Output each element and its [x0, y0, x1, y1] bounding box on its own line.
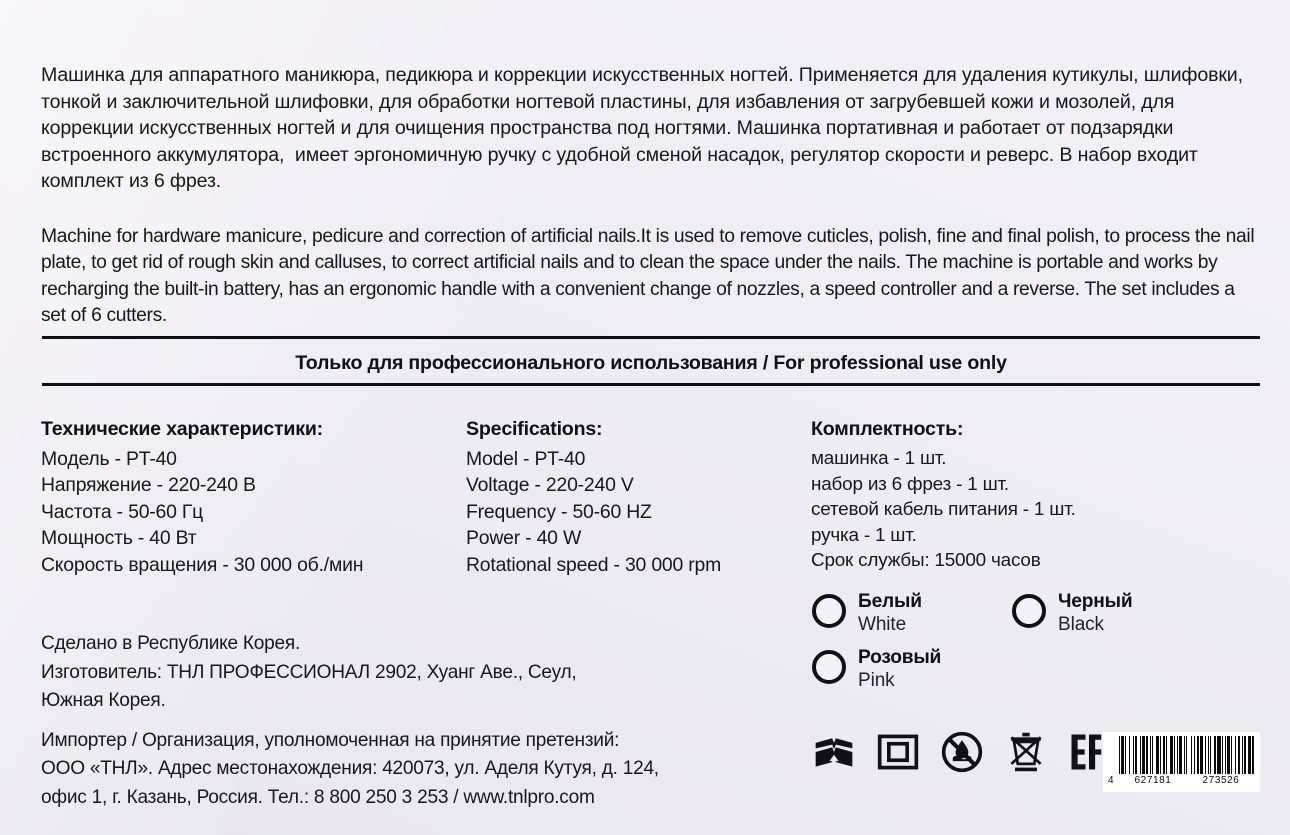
pictogram-row [812, 730, 1124, 774]
color-label-en: White [858, 613, 907, 635]
kit-contents-column [811, 418, 1261, 578]
professional-use-text: Только для профессионального использования / For professional use only [295, 351, 1007, 374]
made-in-line: Сделано в Республике Корея. [41, 633, 301, 654]
barcode-lead-digit: 4 [1108, 775, 1115, 786]
color-swatch-circle-icon[interactable] [812, 650, 846, 684]
kit-contents-title: Комплектность: [811, 418, 964, 440]
weee-crossed-bin-icon [1004, 730, 1048, 774]
color-option-pink[interactable] [812, 648, 1012, 690]
spec-row: Frequency - 50-60 HZ [466, 500, 652, 523]
spec-row: Скорость вращения - 30 000 об./мин [41, 553, 364, 576]
service-life-row: Срок службы: 15000 часов [811, 550, 1041, 572]
manufacturer-line: Изготовитель: ТНЛ ПРОФЕССИОНАЛ 2902, Хуанг Аве., Сеул, [41, 661, 577, 683]
barcode [1103, 732, 1260, 792]
spec-row: Частота - 50-60 Гц [41, 500, 204, 523]
kit-row: сетевой кабель питания - 1 шт. [811, 499, 1076, 521]
spec-row: Напряжение - 220-240 В [41, 474, 256, 497]
color-option-black[interactable] [1012, 592, 1132, 634]
specs-russian-title: Технические характеристики: [41, 418, 324, 440]
barcode-right-group: 273526 [1202, 775, 1240, 786]
color-option-labels [1058, 592, 1132, 634]
importer-heading-line: Импортер / Организация, уполномоченная на принятие претензий: [41, 729, 620, 751]
color-swatch-circle-icon[interactable] [1012, 594, 1046, 628]
spec-row: Model - PT-40 [466, 448, 586, 470]
color-label-ru: Розовый [858, 646, 942, 668]
description-russian: Машинка для аппаратного маникюра, педикюра и коррекции искусственных ногтей. Применяется для удаления кутикулы, шлифовки, тонкой и заключительной шлифовки, для обработки ногтевой пластины, для избавления от загрубевшей кожи и мозолей, для коррекции искусственных ногтей и для очищения пространства под ногтями. Машинка портативная и работает от подзарядки встроенного аккумулятора, имеет эргономичную ручку с удобной сменой насадок, регулятор скорости и реверс. В набор входит комплект из 6 фрез. [41, 64, 1249, 192]
read-manual-icon [812, 730, 856, 774]
barcode-bar [1254, 736, 1255, 774]
kit-row: ручка - 1 шт. [811, 524, 917, 546]
kit-row: машинка - 1 шт. [811, 448, 947, 469]
importer-address-line: ООО «ТНЛ». Адрес местонахождения: 420073, ул. Аделя Кутуя, д. 124, [41, 758, 659, 779]
divider-rule-bottom [42, 383, 1260, 386]
professional-use-banner [42, 345, 1260, 381]
spacer [41, 716, 781, 727]
class-two-insulation-icon [876, 730, 920, 774]
manufacturer-country-line: Южная Корея. [41, 690, 166, 711]
divider-rule-top [42, 336, 1260, 339]
specs-russian-column [41, 418, 466, 578]
barcode-left-group: 627181 [1134, 775, 1172, 786]
kit-row: набор из 6 фрез - 1 шт. [811, 473, 1009, 495]
color-option-labels [858, 592, 922, 634]
spec-row: Power - 40 W [466, 527, 582, 550]
color-option-white[interactable] [812, 592, 1012, 634]
color-options [812, 592, 1232, 704]
manufacturer-block [41, 630, 781, 812]
color-label-ru: Черный [1058, 591, 1133, 612]
specs-english-title: Specifications: [466, 418, 603, 440]
spec-row: Voltage - 220-240 V [466, 474, 634, 497]
spec-row: Rotational speed - 30 000 rpm [466, 553, 722, 576]
color-label-en: Black [1058, 613, 1104, 635]
importer-contact-line: офис 1, г. Казань, Россия. Тел.: 8 800 250 3 253 / www.tnlpro.com [41, 786, 595, 808]
barcode-digits [1108, 775, 1255, 786]
color-options-row-2 [812, 648, 1232, 690]
barcode-bars [1119, 736, 1255, 774]
specification-columns [41, 418, 1261, 578]
specs-english-column [466, 418, 811, 578]
color-options-row-1 [812, 592, 1232, 634]
color-label-ru: Белый [858, 591, 922, 612]
description-block [41, 62, 1260, 330]
color-swatch-circle-icon[interactable] [812, 594, 846, 628]
spec-row: Мощность - 40 Вт [41, 527, 197, 550]
color-label-en: Pink [858, 669, 895, 691]
color-option-labels [858, 648, 941, 690]
do-not-immerse-icon [940, 730, 984, 774]
spec-row: Модель - PT-40 [41, 448, 177, 470]
description-english: Machine for hardware manicure, pedicure and correction of artificial nails.It is used to remove cuticles, polish, fine and final polish, to process the nail plate, to get rid of rough skin and calluses, to correct artificial nails and to clean the space under the nails. The machine is portable and works by recharging the built-in battery, has an ergonomic handle with a convenient change of nozzles, a speed controller and a reverse. The set includes a set of 6 cutters. [41, 225, 1260, 326]
